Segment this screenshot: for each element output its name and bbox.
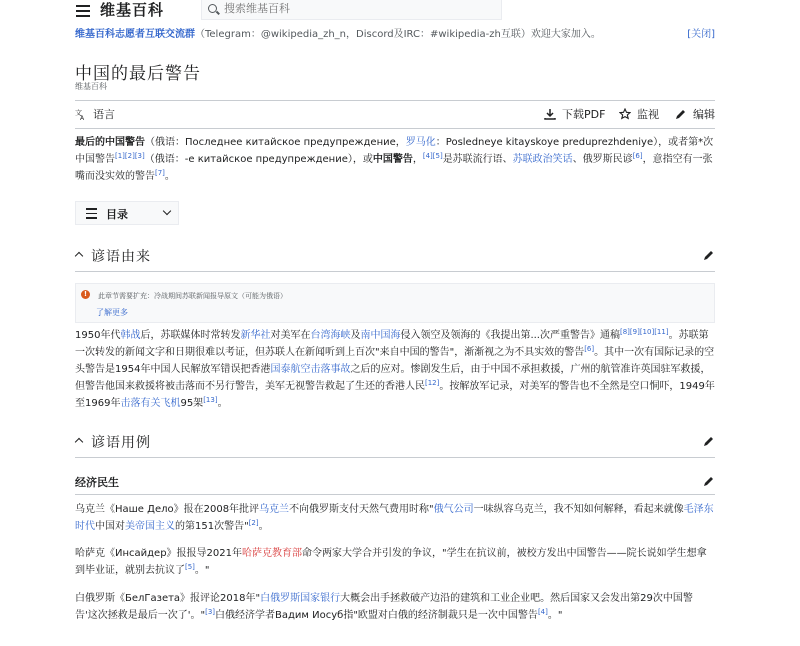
text: 大概会出手拯救破产边沿的建筑和工业企业吧。然后国家又会发出第29次中国警告'这次拯救是最后一次了'。" (75, 593, 693, 621)
watch-button[interactable] (619, 107, 659, 125)
citation[interactable]: [7] (155, 169, 165, 177)
banner-lead-link[interactable]: 维基百科志愿者互联交流群 (75, 29, 195, 40)
section-title: 谚语用例 (91, 435, 151, 451)
toc-toggle[interactable] (75, 201, 179, 225)
notice-message: 此章节需要扩充：冷战期间苏联新闻报导原文（可能为俄语） (98, 292, 287, 300)
xinhua-link[interactable]: 新华社 (240, 330, 271, 341)
site-logo[interactable]: 维基百科 (100, 1, 165, 19)
watch-label: 监视 (637, 108, 659, 121)
text: 对美军在 (270, 330, 311, 341)
language-button[interactable] (75, 107, 115, 125)
page-toolbar (75, 107, 715, 125)
subsection-divider (75, 494, 715, 495)
imperialism-link[interactable]: 美帝国主义 (125, 521, 175, 532)
citation[interactable]: [2] (248, 519, 259, 527)
text: 。苏联第一次转发的新闻文字和日期很难以考证，但苏联人在新闻听到上百次"来自中国的警告"，渐渐视之为不具实效的警告 (75, 330, 709, 358)
shootdown-link[interactable]: 击落有关飞机 (120, 398, 181, 409)
citation[interactable]: [13] (203, 396, 218, 404)
citation[interactable]: [1][2][3] (115, 152, 145, 160)
text: 。" (547, 610, 563, 621)
text: 不向俄罗斯支付天然气费用时称" (289, 504, 434, 515)
edit-subsection-icon[interactable] (703, 475, 715, 487)
citation[interactable]: [6] (584, 345, 595, 353)
section-divider (75, 457, 715, 458)
banner-close-link[interactable]: [关闭] (687, 29, 715, 40)
text: 。其中一次有国际记录的空头警告是1954年中国人民解放军错误把香港 (75, 347, 715, 375)
text: 1950年代 (75, 330, 121, 341)
language-label: 语言 (93, 108, 115, 121)
mao-era-link[interactable]: 毛泽东时代 (75, 504, 714, 532)
page-title: 中国的最后警告 (75, 64, 201, 84)
site-notice-banner (75, 28, 715, 44)
origin-paragraph (75, 327, 715, 412)
citation[interactable]: [4] (537, 608, 548, 616)
banner-text: （Telegram：@wikipedia_zh_n，Discord及IRC：#wikipedia-zh互联）欢迎大家加入。 (195, 29, 601, 40)
intro-bold-term: 最后的中国警告 (75, 137, 145, 148)
citation[interactable]: [4][5] (422, 152, 443, 160)
citation[interactable]: [6] (632, 152, 643, 160)
edit-button[interactable] (675, 107, 715, 125)
svg-text:A: A (80, 115, 85, 120)
language-icon (75, 108, 87, 120)
toc-label: 目录 (106, 208, 128, 221)
collapse-caret-icon[interactable] (75, 438, 83, 446)
text: 。 (217, 398, 228, 409)
ukraine-link[interactable]: 乌克兰 (259, 504, 290, 515)
list-icon (86, 208, 97, 222)
menu-icon[interactable] (76, 3, 90, 17)
text: 侵入领空及领海的《我提出第...次严重警告》通稿 (400, 330, 620, 341)
text: 是苏联流行语、 (442, 154, 513, 165)
political-joke-link[interactable]: 苏联政治笑话 (512, 154, 573, 165)
text: 及 (350, 330, 361, 341)
south-china-sea-link[interactable]: 南中国海 (360, 330, 401, 341)
text: ：Posledneye kitayskoye preduprezhdeniye），或者第*次中国警告 (75, 137, 714, 165)
usage-paragraph-belarus (75, 590, 715, 624)
citation[interactable]: [12] (425, 379, 440, 387)
usage-paragraph-kazakhstan (75, 545, 715, 579)
belarus-bank-link[interactable]: 白俄罗斯国家银行 (260, 593, 341, 604)
svg-text:文: 文 (75, 109, 82, 117)
section-title: 谚语由来 (91, 249, 151, 265)
chevron-down-icon (163, 207, 171, 215)
text: 之后的应对。惨剧发生后，由于中国不承担救援，广州的航管准许英国驻军救援，但警告他国来救援将被击落而不另行警告，美军无视警告救起了生还的香港人民 (75, 364, 711, 392)
section-divider (75, 271, 715, 272)
learn-more-link[interactable]: 了解更多 (96, 308, 128, 317)
download-label: 下载PDF (562, 108, 606, 121)
search-icon (208, 4, 217, 13)
edit-section-icon[interactable] (703, 249, 715, 261)
download-icon (544, 108, 556, 120)
text: 后，苏联媒体时常转发 (140, 330, 241, 341)
edit-section-icon[interactable] (703, 435, 715, 447)
text: 中国对 (95, 521, 125, 532)
pencil-icon (675, 108, 687, 120)
page-subtitle: 维基百科 (75, 82, 107, 91)
text: 95架 (180, 398, 204, 409)
text: 。" (194, 565, 210, 576)
text: （俄语：-е китайское предупреждение），或 (144, 154, 373, 165)
cathay-shootdown-link[interactable]: 国泰航空击落事故 (270, 364, 351, 375)
top-header (0, 0, 800, 22)
subsection-title: 经济民生 (75, 476, 119, 489)
edit-label: 编辑 (693, 108, 715, 121)
text: 乌克兰《Наше Дело》报在2008年批评 (75, 504, 260, 515)
intro-paragraph (75, 134, 715, 185)
text: ，意指空有一张嘴而没实效的警告 (75, 154, 713, 182)
toolbar-divider (75, 128, 715, 129)
text: 。 (258, 521, 269, 532)
text: ， (412, 154, 423, 165)
title-divider (75, 100, 715, 101)
citation[interactable]: [3] (205, 608, 216, 616)
text: 。 (164, 171, 175, 182)
gazprom-link[interactable]: 俄气公司 (433, 504, 474, 515)
star-icon (619, 108, 631, 120)
warning-icon: ! (81, 290, 90, 299)
text: 的第151次警告" (175, 521, 249, 532)
text: 、俄罗斯民谚 (572, 154, 633, 165)
text: 一味纵容乌克兰，我不知如何解释，看起来就像 (473, 504, 684, 515)
text: 白俄罗斯《БелГазета》报评论2018年" (75, 593, 261, 604)
search-box[interactable] (201, 0, 502, 20)
download-pdf-button[interactable] (544, 107, 605, 125)
intro-bold-term-2: 中国警告 (372, 154, 413, 165)
citation[interactable]: [5] (185, 563, 195, 571)
expand-notice-box (75, 283, 715, 323)
romanization-link[interactable]: 罗马化 (405, 137, 436, 148)
section-heading-origin[interactable] (75, 244, 715, 270)
section-heading-usage[interactable] (75, 430, 715, 456)
collapse-caret-icon[interactable] (75, 252, 83, 260)
taiwan-strait-link[interactable]: 台湾海峡 (310, 330, 351, 341)
search-input[interactable] (224, 2, 484, 15)
korean-war-link[interactable]: 韩战 (120, 330, 141, 341)
usage-paragraph-ukraine (75, 501, 715, 535)
text: 哈萨克《Инсайдер》报报导2021年 (75, 548, 243, 559)
kazakh-education-ministry-link[interactable]: 哈萨克教育部 (242, 548, 303, 559)
text: （俄语：Последнее китайское предупреждение， (145, 137, 406, 148)
text: 。按解放军记录，对美军的警告也不全然是空口恫吓，1949年至1969年 (75, 381, 715, 409)
citation[interactable]: [8][9][10][11] (620, 328, 669, 336)
text: 命令两家大学合并引发的争议，"学生在抗议前，被校方发出中国警告——院长说如学生想拿到毕业证，就别去抗议了 (75, 548, 707, 576)
text: 白俄经济学者Вадим Иосуб指"欧盟对白俄的经济制裁只是一次中国警告 (215, 610, 538, 621)
